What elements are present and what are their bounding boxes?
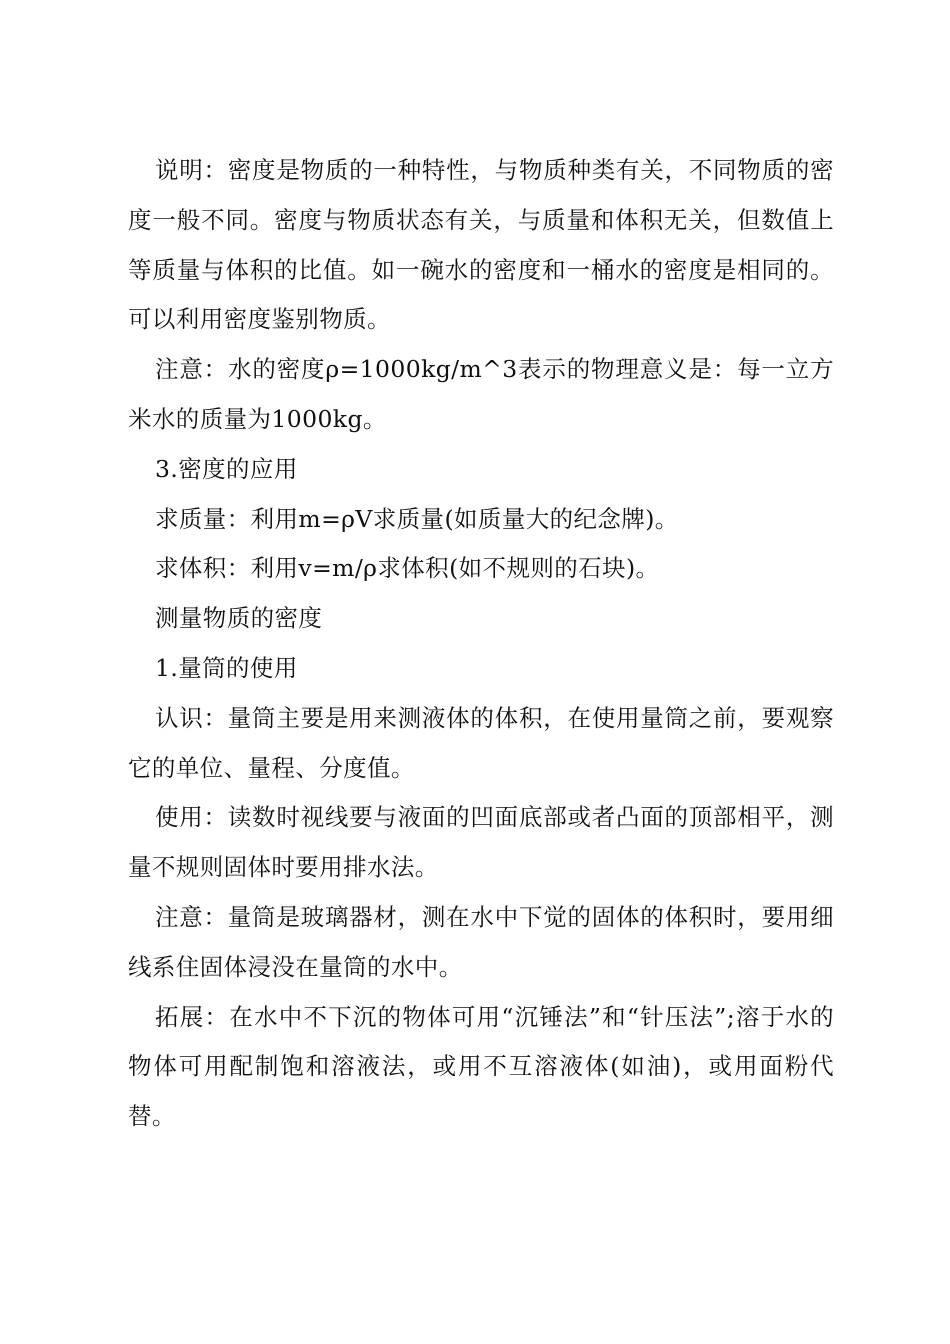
heading-density-application: 3.密度的应用 [155,454,298,483]
paragraph-cylinder-usage: 使用：读数时视线要与液面的凹面底部或者凸面的顶部相平，测量不规则固体时要用排水法。 [128,803,834,882]
paragraph-cylinder-caution: 注意：量筒是玻璃器材，测在水中下觉的固体的体积时，要用细线系住固体浸没在量筒的水中。 [128,902,834,981]
paragraph-find-volume: 求体积：利用v=m/ρ求体积(如不规则的石块)。 [155,554,660,583]
paragraph-cylinder-recognition: 认识：量筒主要是用来测液体的体积，在使用量筒之前，要观察它的单位、量程、分度值。 [128,703,834,782]
heading-measure-density: 测量物质的密度 [155,604,323,633]
paragraph-extension: 拓展：在水中不下沉的物体可用“沉锤法”和“针压法”;溶于水的物体可用配制饱和溶液法，或用不互溶液体(如油)，或用面粉代替。 [128,1002,834,1131]
paragraph-water-density-note: 注意：水的密度ρ=1000kg/m^3表示的物理意义是：每一立方米水的质量为1000kg。 [128,355,834,433]
document-body [128,146,834,1142]
paragraph-density-explanation: 说明：密度是物质的一种特性，与物质种类有关，不同物质的密度一般不同。密度与物质状态有关，与质量和体积无关，但数值上等质量与体积的比值。如一碗水的密度和一桶水的密度是相同的。可以利用密度鉴别物质。 [128,156,834,334]
heading-graduated-cylinder: 1.量筒的使用 [155,653,298,682]
paragraph-find-mass: 求质量：利用m=ρV求质量(如质量大的纪念牌)。 [155,504,679,533]
